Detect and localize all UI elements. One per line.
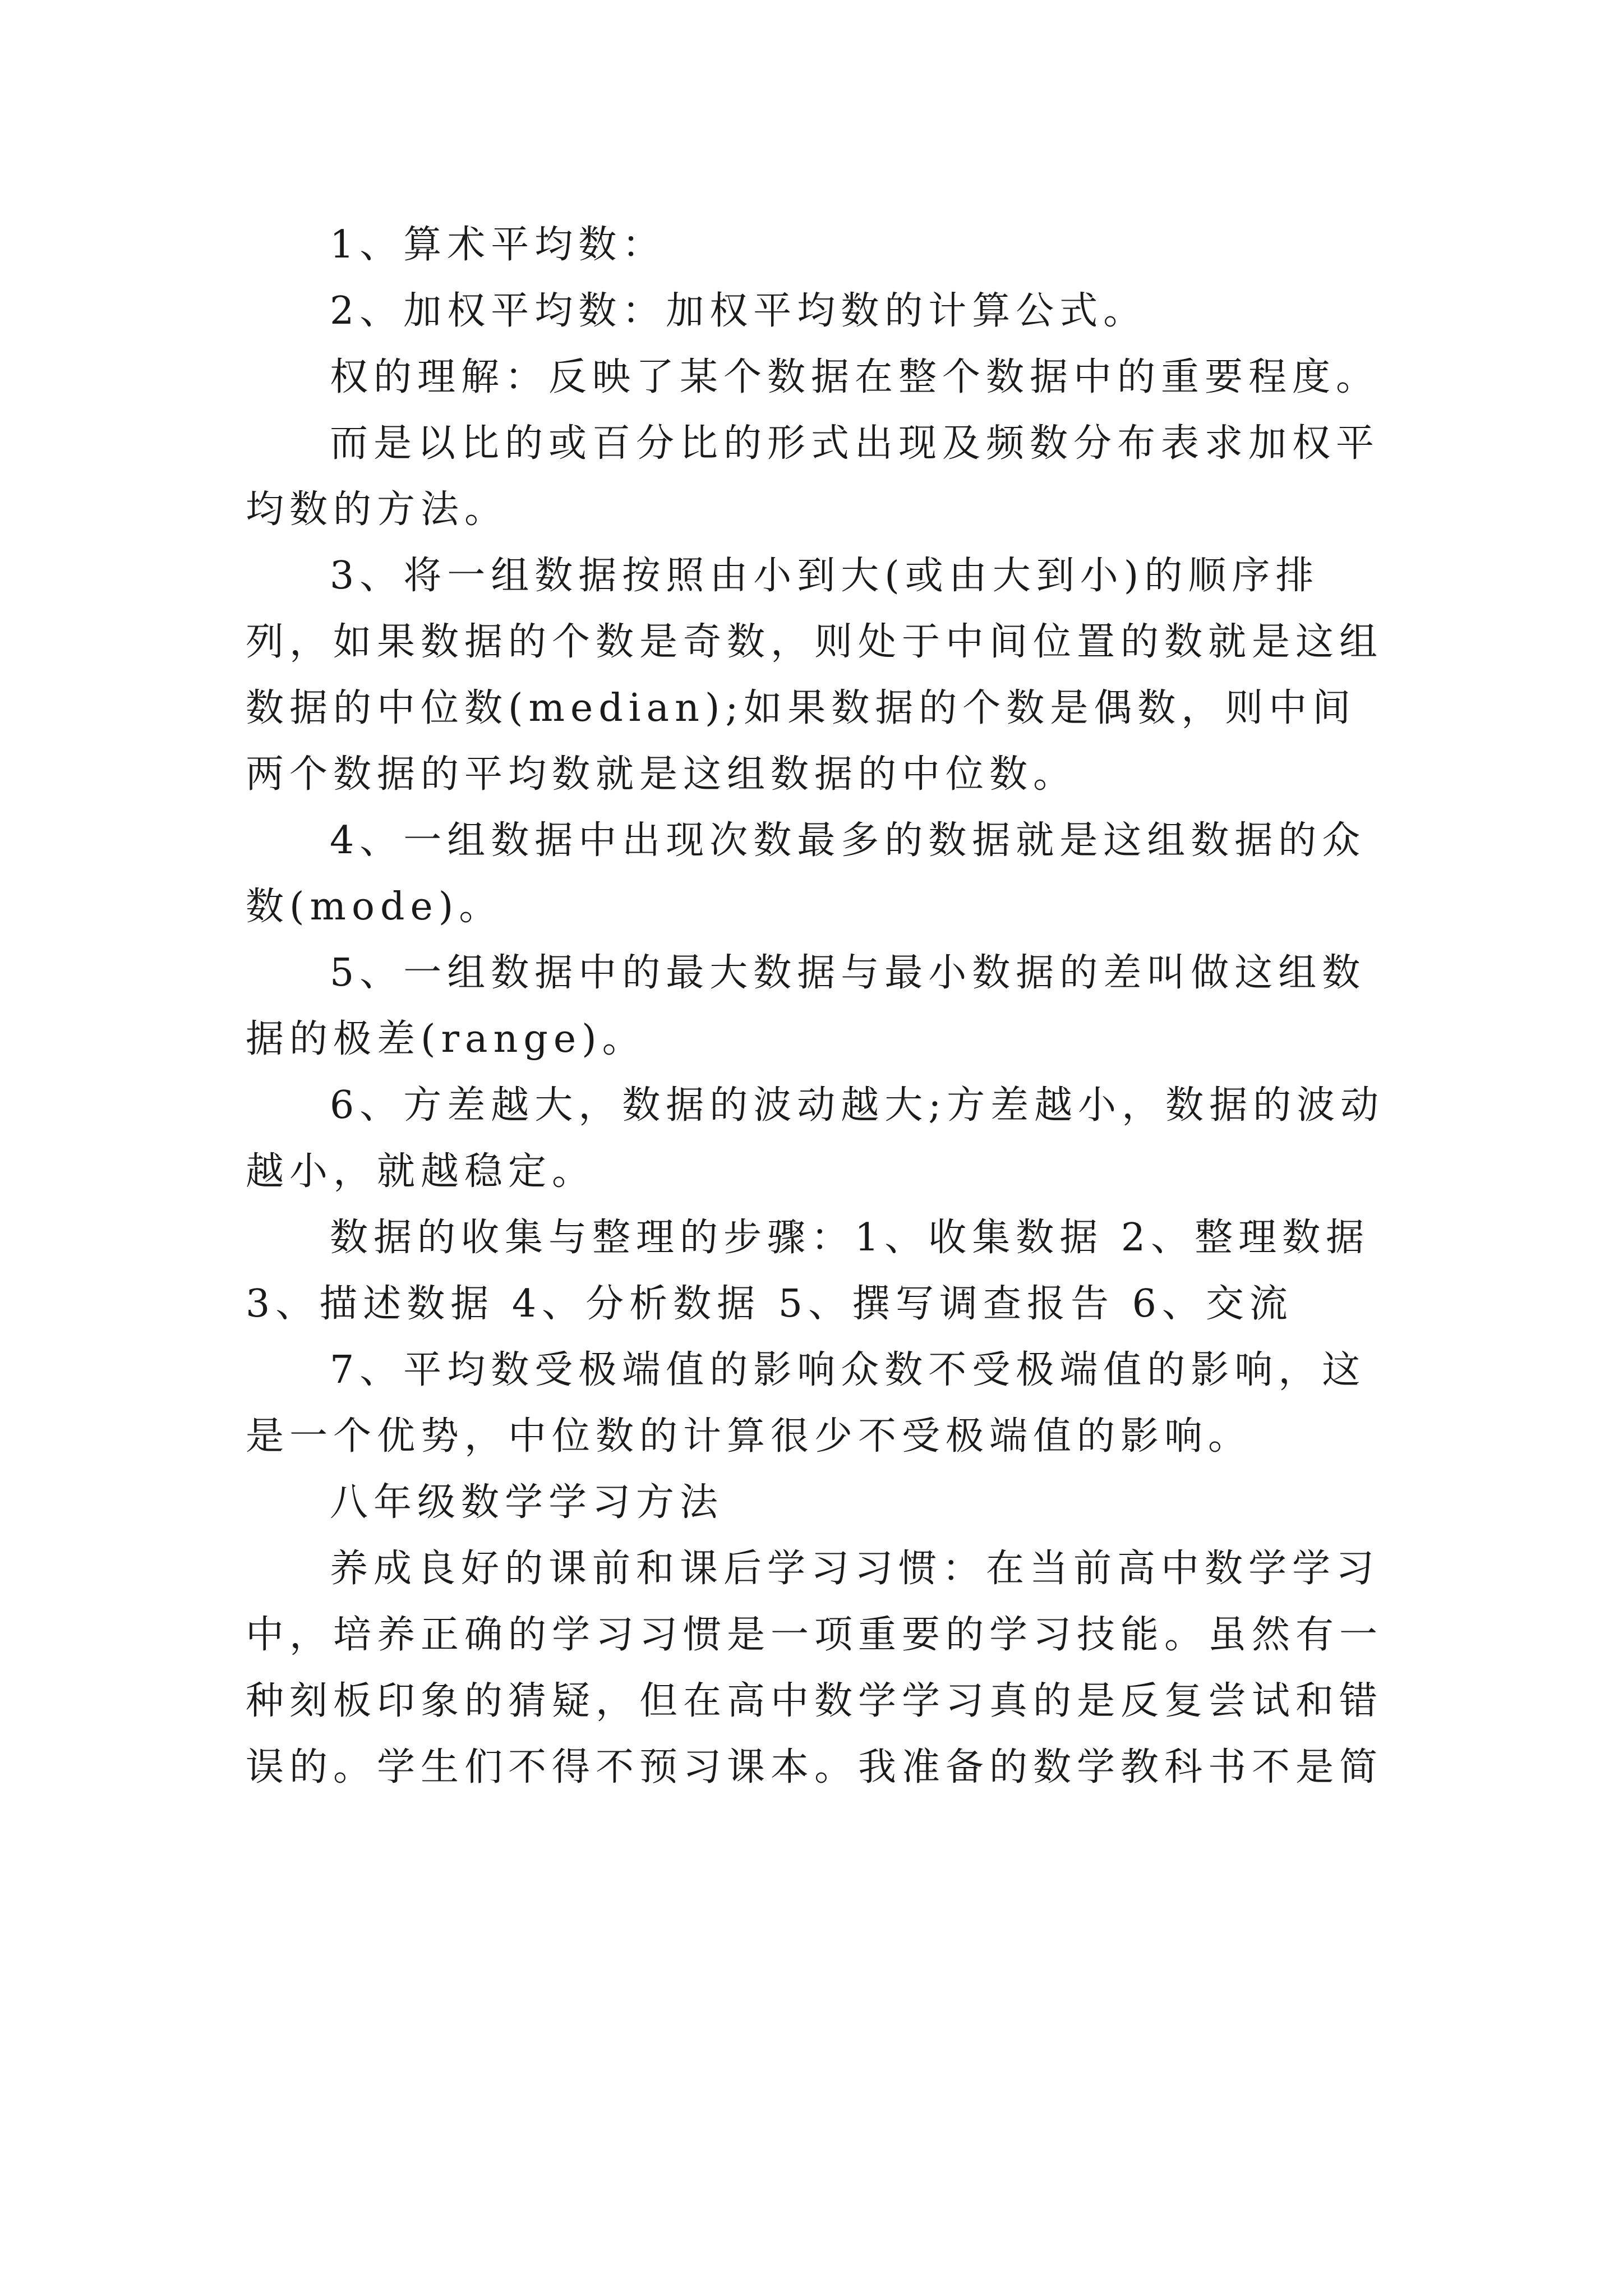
paragraph-mode: 4、一组数据中出现次数最多的数据就是这组数据的众数(mode)。 [246, 818, 1366, 929]
paragraph-range: 5、一组数据中的最大数据与最小数据的差叫做这组数据的极差(range)。 [246, 951, 1366, 1061]
paragraph-study-habits: 养成良好的课前和课后学习习惯：在当前高中数学学习中，培养正确的学习习惯是一项重要的学习技能。虽然有一种刻板印象的猜疑，但在高中数学学习真的是反复尝试和错误的。学生们不得不预习课本。我准备的数学教科书不是简 [246, 1547, 1384, 1789]
paragraph-weight-meaning: 权的理解：反映了某个数据在整个数据中的重要程度。 [330, 355, 1380, 399]
paragraph-data-steps: 数据的收集与整理的步骤：1、收集数据 2、整理数据 3、描述数据 4、分析数据 5、撰写调查报告 6、交流 [246, 1216, 1370, 1326]
paragraph-weighted-mean: 2、加权平均数：加权平均数的计算公式。 [330, 289, 1147, 333]
paragraph-median: 3、将一组数据按照由小到大(或由大到小)的顺序排列，如果数据的个数是奇数，则处于中间位置的数就是这组数据的中位数(median);如果数据的个数是偶数，则中间两个数据的平均数就是这组数据的中位数。 [246, 554, 1384, 797]
document-body [246, 212, 1395, 1801]
paragraph-variance: 6、方差越大，数据的波动越大;方差越小，数据的波动越小，就越稳定。 [246, 1083, 1385, 1194]
paragraph-weighted-method: 而是以比的或百分比的形式出现及频数分布表求加权平均数的方法。 [246, 421, 1380, 532]
section-heading-study-methods: 八年级数学学习方法 [330, 1480, 724, 1525]
paragraph-extreme-values: 7、平均数受极端值的影响众数不受极端值的影响，这是一个优势，中位数的计算很少不受极端值的影响。 [246, 1348, 1366, 1458]
paragraph-arithmetic-mean: 1、算术平均数： [330, 223, 666, 267]
